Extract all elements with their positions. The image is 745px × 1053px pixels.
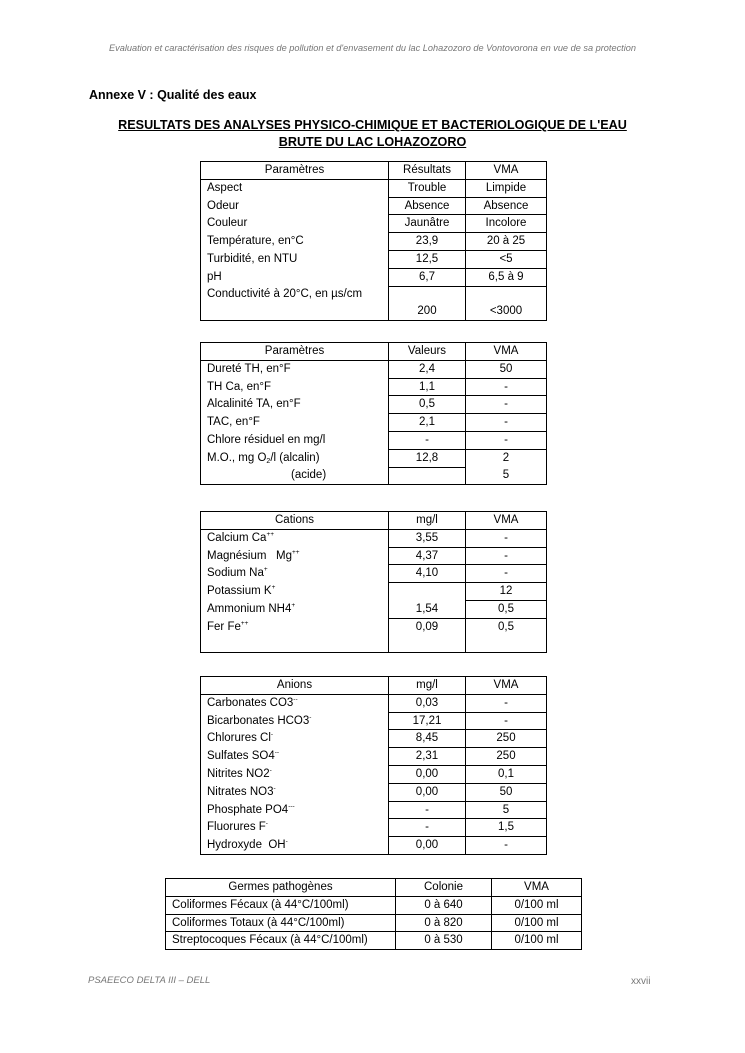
- vma-cell: <5: [466, 250, 547, 268]
- table-row: [201, 712, 547, 730]
- value-cell: [389, 467, 466, 485]
- value-cell: Jaunâtre: [389, 215, 466, 233]
- table-row: [201, 414, 547, 432]
- value-cell: 2,4: [389, 360, 466, 378]
- value-cell: 23,9: [389, 233, 466, 251]
- param-cell: [201, 837, 389, 855]
- value-cell: [389, 583, 466, 601]
- vma-cell: -: [466, 529, 547, 547]
- param-cell: Odeur: [201, 197, 389, 215]
- mo-label-tail: /l (alcalin): [270, 451, 320, 464]
- header-cell: VMA: [466, 343, 547, 361]
- main-title: [85, 117, 660, 150]
- charge-superscript: +: [271, 584, 276, 592]
- param-cell: Alcalinité TA, en°F: [201, 396, 389, 414]
- anion-name: Chlorures Cl: [207, 732, 271, 745]
- table-row: [201, 233, 547, 251]
- param-cell: Dureté TH, en°F: [201, 360, 389, 378]
- value-cell: 2,1: [389, 414, 466, 432]
- vma-cell: -: [466, 378, 547, 396]
- vma-cell: -: [466, 694, 547, 712]
- value-cell: 1,1: [389, 378, 466, 396]
- param-cell: pH: [201, 268, 389, 286]
- charge-superscript: -: [273, 784, 276, 792]
- vma-cell: -: [466, 565, 547, 583]
- charge-superscript: ++: [240, 619, 249, 627]
- mo-subscript: 2: [266, 457, 271, 465]
- param-cell: [201, 600, 389, 618]
- param-cell: Couleur: [201, 215, 389, 233]
- table-row: [201, 547, 547, 565]
- value-cell: 0 à 820: [396, 914, 492, 932]
- value-cell: 0,03: [389, 694, 466, 712]
- param-cell: [201, 748, 389, 766]
- value-cell: 1,54: [389, 600, 466, 618]
- vma-cell: 12: [466, 583, 547, 601]
- param-cell: [201, 583, 389, 601]
- vma-cell: -: [466, 431, 547, 449]
- table-row: [201, 765, 547, 783]
- anion-name: Nitrates NO3: [207, 785, 274, 798]
- anion-name: Nitrites NO2: [207, 767, 270, 780]
- value-cell: -: [389, 431, 466, 449]
- running-header: Evaluation et caractérisation des risques de pollution et d'envasement du lac Lohazozoro de Vontovorona en vue de sa protection: [109, 43, 636, 53]
- value-cell: 2,31: [389, 748, 466, 766]
- vma-cell: 2: [466, 449, 547, 467]
- table-anions: [200, 676, 547, 855]
- cation-name: Magnésium Mg: [207, 549, 293, 562]
- value-cell: 0,00: [389, 783, 466, 801]
- header-cell: Paramètres: [201, 343, 389, 361]
- param-cell: Température, en°C: [201, 233, 389, 251]
- table-row: [201, 837, 547, 855]
- table-row: [201, 694, 547, 712]
- param-cell: [201, 783, 389, 801]
- vma-cell: [466, 636, 547, 653]
- cation-name: Sodium Na: [207, 567, 264, 580]
- vma-cell: Absence: [466, 197, 547, 215]
- table-row: [201, 529, 547, 547]
- value-cell: 0,00: [389, 765, 466, 783]
- value-cell: -: [389, 801, 466, 819]
- vma-cell: 250: [466, 748, 547, 766]
- param-cell: [201, 618, 389, 635]
- table-row: [201, 783, 547, 801]
- cation-name: Fer Fe: [207, 620, 241, 633]
- table-row: [201, 449, 547, 467]
- param-cell: TAC, en°F: [201, 414, 389, 432]
- value-cell: 8,45: [389, 730, 466, 748]
- table-row: [201, 618, 547, 635]
- param-cell: [201, 449, 389, 467]
- anion-name: Hydroxyde OH: [207, 838, 286, 851]
- table-header-row: [201, 162, 547, 180]
- vma-cell: 5: [466, 467, 547, 485]
- vma-cell: 0,1: [466, 765, 547, 783]
- charge-superscript: -: [285, 837, 288, 845]
- charge-superscript: +: [291, 601, 296, 609]
- anion-name: Fluorures F: [207, 821, 266, 834]
- header-cell: VMA: [466, 677, 547, 695]
- charge-superscript: --: [293, 696, 298, 704]
- param-cell: [201, 565, 389, 583]
- vma-cell: -: [466, 712, 547, 730]
- value-cell: 3,55: [389, 529, 466, 547]
- value-cell: 6,7: [389, 268, 466, 286]
- table-cations: [200, 511, 547, 653]
- vma-cell: -: [466, 396, 547, 414]
- table-row: [166, 896, 582, 914]
- value-cell: 200: [389, 303, 466, 320]
- header-cell: mg/l: [389, 677, 466, 695]
- vma-cell: Limpide: [466, 179, 547, 197]
- page-number: xxvii: [631, 976, 651, 987]
- table-header-row: [201, 343, 547, 361]
- value-cell: -: [389, 819, 466, 837]
- header-cell: Anions: [201, 677, 389, 695]
- charge-superscript: -: [270, 731, 274, 739]
- table-header-row: [201, 677, 547, 695]
- value-cell: 12,8: [389, 449, 466, 467]
- charge-superscript: --: [274, 749, 280, 757]
- vma-cell: -: [466, 837, 547, 855]
- table-pathogens: [165, 878, 582, 950]
- annex-title: Annexe V : Qualité des eaux: [89, 88, 257, 102]
- table-row: [166, 932, 582, 950]
- value-cell: Trouble: [389, 179, 466, 197]
- table-row: [201, 179, 547, 197]
- charge-superscript: ---: [288, 802, 295, 810]
- table-row: [201, 730, 547, 748]
- mo-acid-label: (acide): [291, 469, 327, 482]
- header-cell: Paramètres: [201, 162, 389, 180]
- charge-superscript: ++: [292, 548, 300, 556]
- table-row: [201, 286, 547, 303]
- param-cell: Aspect: [201, 179, 389, 197]
- vma-cell: 6,5 à 9: [466, 268, 547, 286]
- table-row: [201, 360, 547, 378]
- table-row: [201, 250, 547, 268]
- vma-cell: 20 à 25: [466, 233, 547, 251]
- param-cell: Streptocoques Fécaux (à 44°C/100ml): [166, 932, 396, 950]
- table-row: [201, 303, 547, 320]
- table-row: [201, 431, 547, 449]
- table-row: [201, 600, 547, 618]
- value-cell: 0,09: [389, 618, 466, 635]
- vma-cell: 50: [466, 783, 547, 801]
- vma-cell: <3000: [466, 303, 547, 320]
- anion-name: Phosphate PO4: [207, 803, 289, 816]
- param-cell: Coliformes Fécaux (à 44°C/100ml): [166, 896, 396, 914]
- table-row: [201, 748, 547, 766]
- header-cell: Germes pathogènes: [166, 879, 396, 897]
- table-row: [201, 801, 547, 819]
- table-row: [201, 215, 547, 233]
- param-cell: [201, 467, 389, 485]
- param-cell: Chlore résiduel en mg/l: [201, 431, 389, 449]
- param-cell: [201, 801, 389, 819]
- value-cell: 0,5: [389, 396, 466, 414]
- vma-cell: 0/100 ml: [492, 896, 582, 914]
- header-cell: mg/l: [389, 512, 466, 530]
- vma-cell: 0/100 ml: [492, 914, 582, 932]
- header-cell: VMA: [466, 162, 547, 180]
- param-cell: [201, 636, 389, 653]
- charge-superscript: -: [309, 713, 312, 721]
- param-cell: [201, 694, 389, 712]
- param-cell: [201, 547, 389, 565]
- charge-superscript: -: [269, 766, 272, 774]
- main-title-line-1: RESULTATS DES ANALYSES PHYSICO-CHIMIQUE ET BACTERIOLOGIQUE DE L'EAU: [118, 118, 627, 132]
- param-cell: Coliformes Totaux (à 44°C/100ml): [166, 914, 396, 932]
- table-row: [201, 268, 547, 286]
- vma-cell: -: [466, 547, 547, 565]
- table-physical-parameters: [200, 161, 547, 321]
- mo-label: M.O., mg O: [207, 451, 267, 464]
- table-header-row: [201, 512, 547, 530]
- value-cell: 0 à 530: [396, 932, 492, 950]
- cation-name: Ammonium NH4: [207, 602, 292, 615]
- cation-name: Calcium Ca: [207, 532, 267, 545]
- table-row: [201, 565, 547, 583]
- charge-superscript: +: [263, 566, 268, 574]
- header-cell: Cations: [201, 512, 389, 530]
- vma-cell: [466, 286, 547, 303]
- anion-name: Sulfates SO4: [207, 750, 275, 763]
- param-cell: Turbidité, en NTU: [201, 250, 389, 268]
- param-cell: [201, 765, 389, 783]
- value-cell: 4,37: [389, 547, 466, 565]
- table-row: [201, 378, 547, 396]
- vma-cell: 0/100 ml: [492, 932, 582, 950]
- anion-name: Bicarbonates HCO3: [207, 714, 310, 727]
- param-cell: Conductivité à 20°C, en µs/cm: [201, 286, 389, 303]
- value-cell: [389, 286, 466, 303]
- value-cell: 0 à 640: [396, 896, 492, 914]
- table-row: [201, 467, 547, 485]
- value-cell: Absence: [389, 197, 466, 215]
- param-cell: [201, 712, 389, 730]
- charge-superscript: ++: [266, 531, 275, 539]
- vma-cell: 50: [466, 360, 547, 378]
- vma-cell: Incolore: [466, 215, 547, 233]
- value-cell: 4,10: [389, 565, 466, 583]
- table-row: [201, 197, 547, 215]
- header-cell: VMA: [466, 512, 547, 530]
- table-hardness-parameters: [200, 342, 547, 485]
- table-row: [201, 636, 547, 653]
- table-header-row: [166, 879, 582, 897]
- charge-superscript: -: [265, 820, 268, 828]
- vma-cell: -: [466, 414, 547, 432]
- table-row: [201, 819, 547, 837]
- header-cell: Résultats: [389, 162, 466, 180]
- vma-cell: 0,5: [466, 618, 547, 635]
- cation-name: Potassium K: [207, 585, 272, 598]
- value-cell: 17,21: [389, 712, 466, 730]
- param-cell: [201, 819, 389, 837]
- table-row: [201, 396, 547, 414]
- param-cell: TH Ca, en°F: [201, 378, 389, 396]
- footer-left: PSAEECO DELTA III – DELL: [88, 975, 211, 986]
- header-cell: VMA: [492, 879, 582, 897]
- table-row: [166, 914, 582, 932]
- param-cell: [201, 730, 389, 748]
- vma-cell: 250: [466, 730, 547, 748]
- header-cell: Colonie: [396, 879, 492, 897]
- table-row: [201, 583, 547, 601]
- value-cell: 0,00: [389, 837, 466, 855]
- vma-cell: 1,5: [466, 819, 547, 837]
- header-cell: Valeurs: [389, 343, 466, 361]
- value-cell: [389, 636, 466, 653]
- main-title-line-2: BRUTE DU LAC LOHAZOZORO: [278, 134, 467, 149]
- anion-name: Carbonates CO3: [207, 697, 294, 710]
- vma-cell: 0,5: [466, 600, 547, 618]
- param-cell: [201, 529, 389, 547]
- param-cell: [201, 303, 389, 320]
- vma-cell: 5: [466, 801, 547, 819]
- value-cell: 12,5: [389, 250, 466, 268]
